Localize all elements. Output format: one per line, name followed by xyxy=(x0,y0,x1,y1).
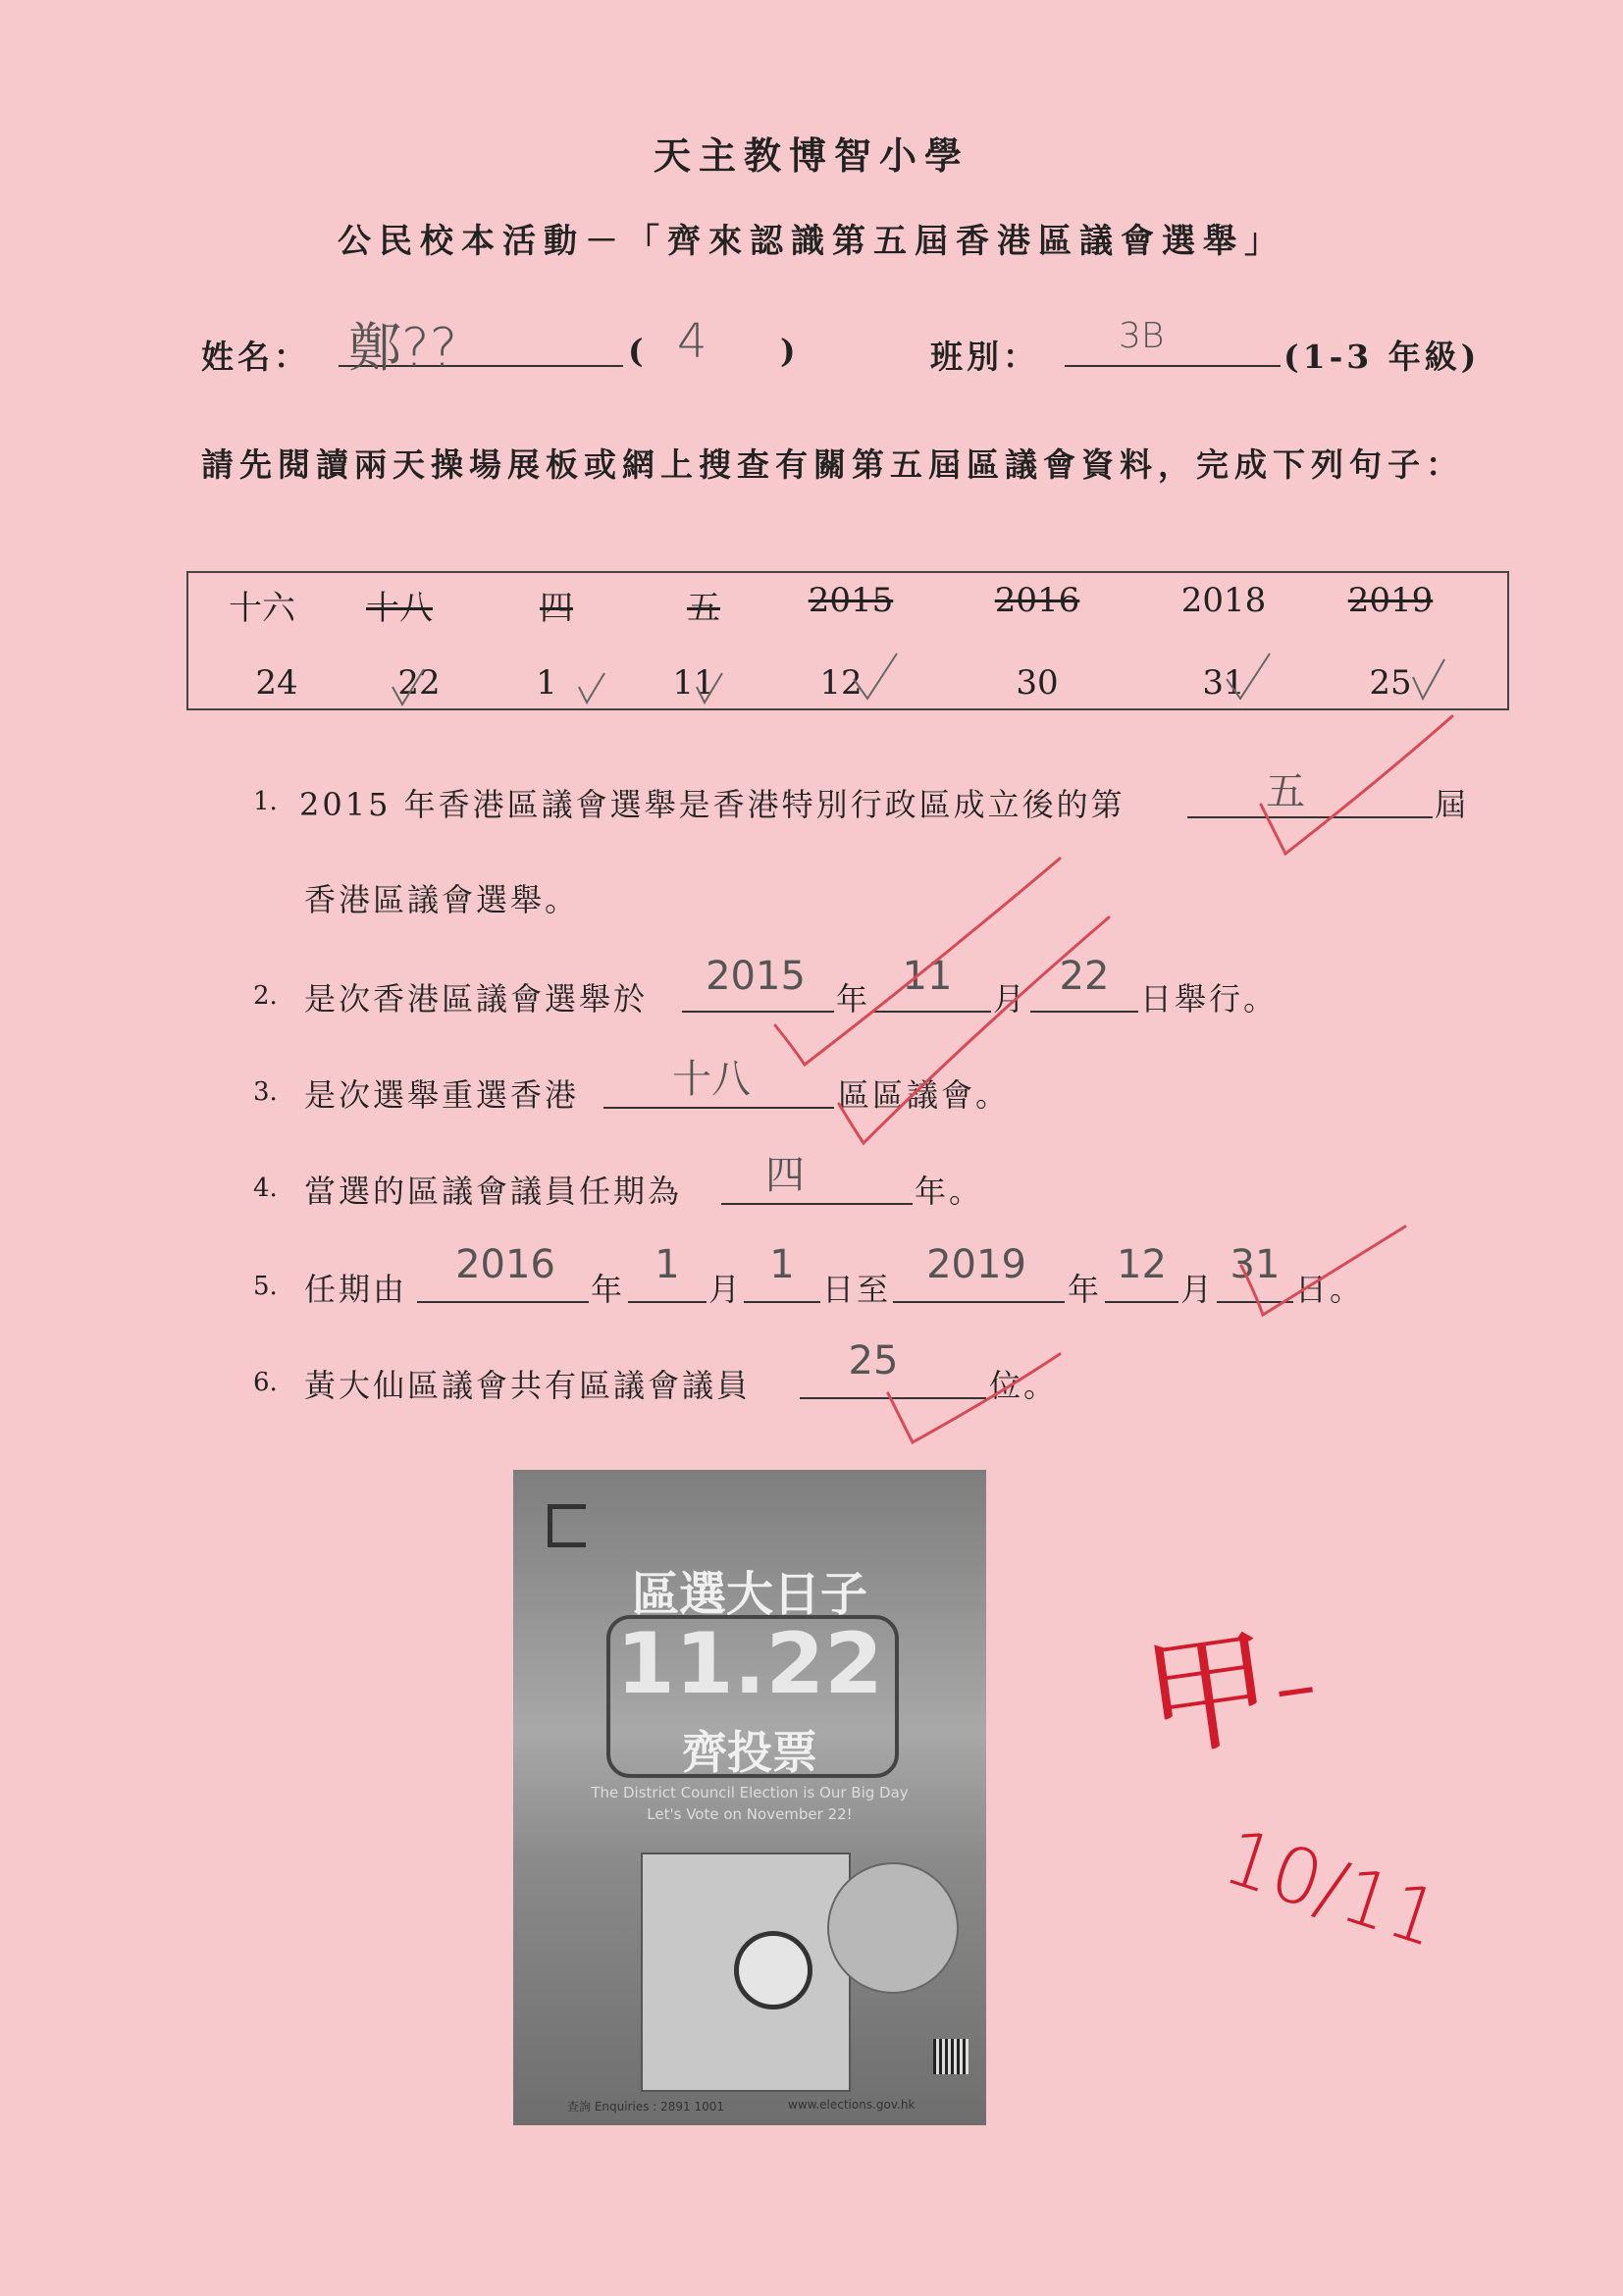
q5-text: 任期由 xyxy=(304,1271,408,1308)
q5-suffix: 日。 xyxy=(1295,1271,1365,1308)
q2-suffix: 日舉行。 xyxy=(1140,980,1279,1018)
q1-suffix: 屆 xyxy=(1435,786,1470,823)
q4-answer: 四 xyxy=(765,1153,805,1198)
number-open: ( xyxy=(628,332,648,370)
number-close: ) xyxy=(780,332,800,370)
tick-mark xyxy=(839,917,1109,1143)
q5-year1: 2016 xyxy=(455,1242,555,1287)
q5-unit-month1: 月 xyxy=(708,1271,744,1308)
word-bank-item: 24 xyxy=(255,663,298,703)
q1-continuation: 香港區議會選舉。 xyxy=(304,881,580,918)
q5-year2: 2019 xyxy=(926,1242,1026,1287)
school-title: 天主教博智小學 xyxy=(653,133,969,178)
q6-answer: 25 xyxy=(848,1338,899,1383)
teacher-date: 10/11 xyxy=(1213,1812,1451,1965)
q5-unit-year2: 年 xyxy=(1068,1271,1103,1308)
tick-circle-icon xyxy=(734,1931,812,2009)
number-value: 4 xyxy=(677,314,707,369)
q5-day1: 1 xyxy=(769,1242,795,1287)
name-value: 鄭?? xyxy=(348,317,458,379)
q4-text: 當選的區議會議員任期為 xyxy=(304,1173,683,1210)
q5-unit-to: 日至 xyxy=(822,1271,892,1308)
q5-month2: 12 xyxy=(1117,1242,1167,1287)
word-bank-item: 2018 xyxy=(1180,581,1267,620)
poster-english-1: The District Council Election is Our Big Day xyxy=(591,1784,909,1801)
q3-suffix: 區區議會。 xyxy=(838,1076,1011,1114)
activity-title: 公民校本活動－「齊來認識第五屆香港區議會選舉」 xyxy=(338,222,1285,261)
poster-subhead: 齊投票 xyxy=(682,1726,817,1779)
q2-year: 2015 xyxy=(706,954,806,999)
word-bank-item: 四 xyxy=(540,589,573,628)
poster-headline: 區選大日子 xyxy=(631,1567,867,1622)
word-bank-item: 1 xyxy=(536,663,557,703)
name-label: 姓名： xyxy=(201,338,310,376)
q3-text: 是次選舉重選香港 xyxy=(304,1076,580,1114)
q6-number: 6. xyxy=(253,1368,278,1397)
word-bank-item: 十八 xyxy=(366,589,433,628)
poster-english-2: Let's Vote on November 22! xyxy=(647,1805,853,1823)
q3-number: 3. xyxy=(253,1077,278,1107)
word-bank-item: 25 xyxy=(1369,663,1412,703)
eac-logo-icon xyxy=(548,1504,586,1547)
q2-unit-year: 年 xyxy=(836,980,871,1018)
instruction-text: 請先閱讀兩天操場展板或網上搜查有關第五屆區議會資料，完成下列句子： xyxy=(201,445,1464,484)
poster-hotline: 查詢 Enquiries : 2891 1001 xyxy=(567,2100,725,2113)
q2-number: 2. xyxy=(253,981,278,1011)
word-bank-item: 五 xyxy=(687,589,720,628)
word-bank-item: 12 xyxy=(819,663,863,703)
tick-mark xyxy=(1261,716,1452,854)
word-bank-item: 31 xyxy=(1202,663,1245,703)
q5-unit-month2: 月 xyxy=(1180,1271,1216,1308)
q6-suffix: 位。 xyxy=(989,1367,1059,1404)
word-bank-item: 22 xyxy=(397,663,441,703)
class-value: 3B xyxy=(1119,316,1165,356)
q5-month1: 1 xyxy=(654,1242,680,1287)
q2-month: 11 xyxy=(902,954,953,999)
q2-day: 22 xyxy=(1059,954,1110,999)
poster-badge xyxy=(827,1862,959,1994)
poster-website: www.elections.gov.hk xyxy=(788,2098,916,2112)
poster-date: 11.22 xyxy=(615,1615,884,1713)
tick-mark xyxy=(1241,1226,1405,1315)
tick-mark xyxy=(888,1354,1060,1442)
grade-note: (1-3 年級) xyxy=(1283,338,1481,376)
q2-unit-month: 月 xyxy=(993,980,1028,1018)
class-label: 班別： xyxy=(930,338,1039,376)
q4-number: 4. xyxy=(253,1174,278,1203)
q1-number: 1. xyxy=(253,787,278,816)
word-bank-item: 2019 xyxy=(1347,581,1434,620)
word-bank-item: 30 xyxy=(1016,663,1059,703)
q5-unit-year1: 年 xyxy=(591,1271,626,1308)
word-bank-item: 11 xyxy=(672,663,715,703)
word-bank-item: 十六 xyxy=(229,589,295,628)
q4-suffix: 年。 xyxy=(915,1173,984,1210)
word-bank-item: 2016 xyxy=(994,581,1080,620)
election-poster-image xyxy=(513,1470,986,2125)
q3-answer: 十八 xyxy=(672,1057,751,1102)
q1-answer: 五 xyxy=(1266,769,1305,814)
q5-day2: 31 xyxy=(1230,1242,1281,1287)
q2-text: 是次香港區議會選舉於 xyxy=(304,980,649,1018)
q5-number: 5. xyxy=(253,1272,278,1301)
teacher-grade: 甲- xyxy=(1134,1605,1329,1778)
word-bank-item: 2015 xyxy=(808,581,894,620)
q1-text: 2015 年香港區議會選舉是香港特別行政區成立後的第 xyxy=(299,786,1126,823)
qr-code-icon xyxy=(933,2039,969,2074)
q6-text: 黃大仙區議會共有區議會議員 xyxy=(304,1367,752,1404)
tick-mark xyxy=(775,859,1060,1065)
